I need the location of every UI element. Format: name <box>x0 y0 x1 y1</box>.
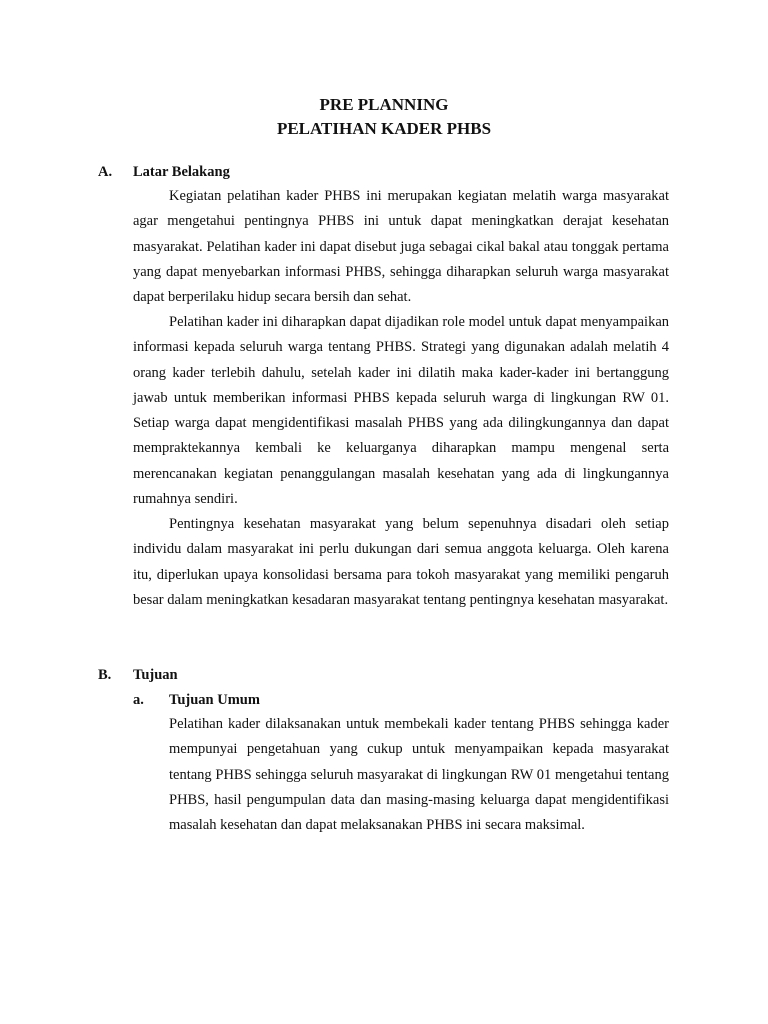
background-paragraph-3: Pentingnya kesehatan masyarakat yang belum sepenuhnya disadari oleh setiap individu dalam masyarakat ini perlu dukungan dari semua anggota keluarga. Oleh karena itu, diperlukan upaya konsolidasi bersama para tokoh masyarakat yang memiliki pengaruh besar dalam meningkatkan kesadaran masyarakat tentang pentingnya kesehatan masyarakat. <box>133 516 669 608</box>
section-b-marker: B. <box>98 667 112 683</box>
subsection-a-marker: a. <box>133 692 144 708</box>
section-a-heading: Latar Belakang <box>133 164 230 180</box>
section-b-heading: Tujuan <box>133 667 178 683</box>
document-subtitle: PELATIHAN KADER PHBS <box>276 119 492 138</box>
document-title: PRE PLANNING <box>319 95 449 114</box>
section-a-marker: A. <box>98 164 113 180</box>
general-purpose-paragraph: Pelatihan kader dilaksanakan untuk membekali kader tentang PHBS sehingga kader mempunyai pengetahuan yang cukup untuk menyampaikan kepada masyarakat tentang PHBS sehingga seluruh masyarakat di lingkungan RW 01 mengetahui tentang PHBS, hasil pengumpulan data dan masing-masing keluarga dapat mengidentifikasi masalah kesehatan dan dapat melaksanakan PHBS ini secara maksimal. <box>169 716 669 834</box>
background-paragraph-2: Pelatihan kader ini diharapkan dapat dijadikan role model untuk dapat menyampaikan informasi kepada seluruh warga tentang PHBS. Strategi yang digunakan adalah melatih 4 orang kader terlebih dahulu, setelah kader ini dilatih maka kader-kader ini bertanggung jawab untuk memberikan informasi PHBS kepada seluruh warga di lingkungan RW 01. Setiap warga dapat mengidentifikasi masalah PHBS yang ada dilingkungannya dan dapat mempraktekannya kembali ke keluarganya diharapkan mampu mengenal serta merencanakan kegiatan penanggulangan masalah kesehatan yang ada di lingkungannya rumahnya sendiri. <box>133 314 669 508</box>
background-paragraph-1: Kegiatan pelatihan kader PHBS ini merupakan kegiatan melatih warga masyarakat agar mengetahui pentingnya PHBS ini untuk dapat meningkatkan derajat kesehatan masyarakat. Pelatihan kader ini dapat disebut juga sebagai cikal bakal atau tonggak pertama yang dapat menyebarkan informasi PHBS, sehingga diharapkan seluruh warga masyarakat dapat berperilaku hidup secara bersih dan sehat. <box>133 188 669 306</box>
subsection-a-heading: Tujuan Umum <box>169 692 260 708</box>
